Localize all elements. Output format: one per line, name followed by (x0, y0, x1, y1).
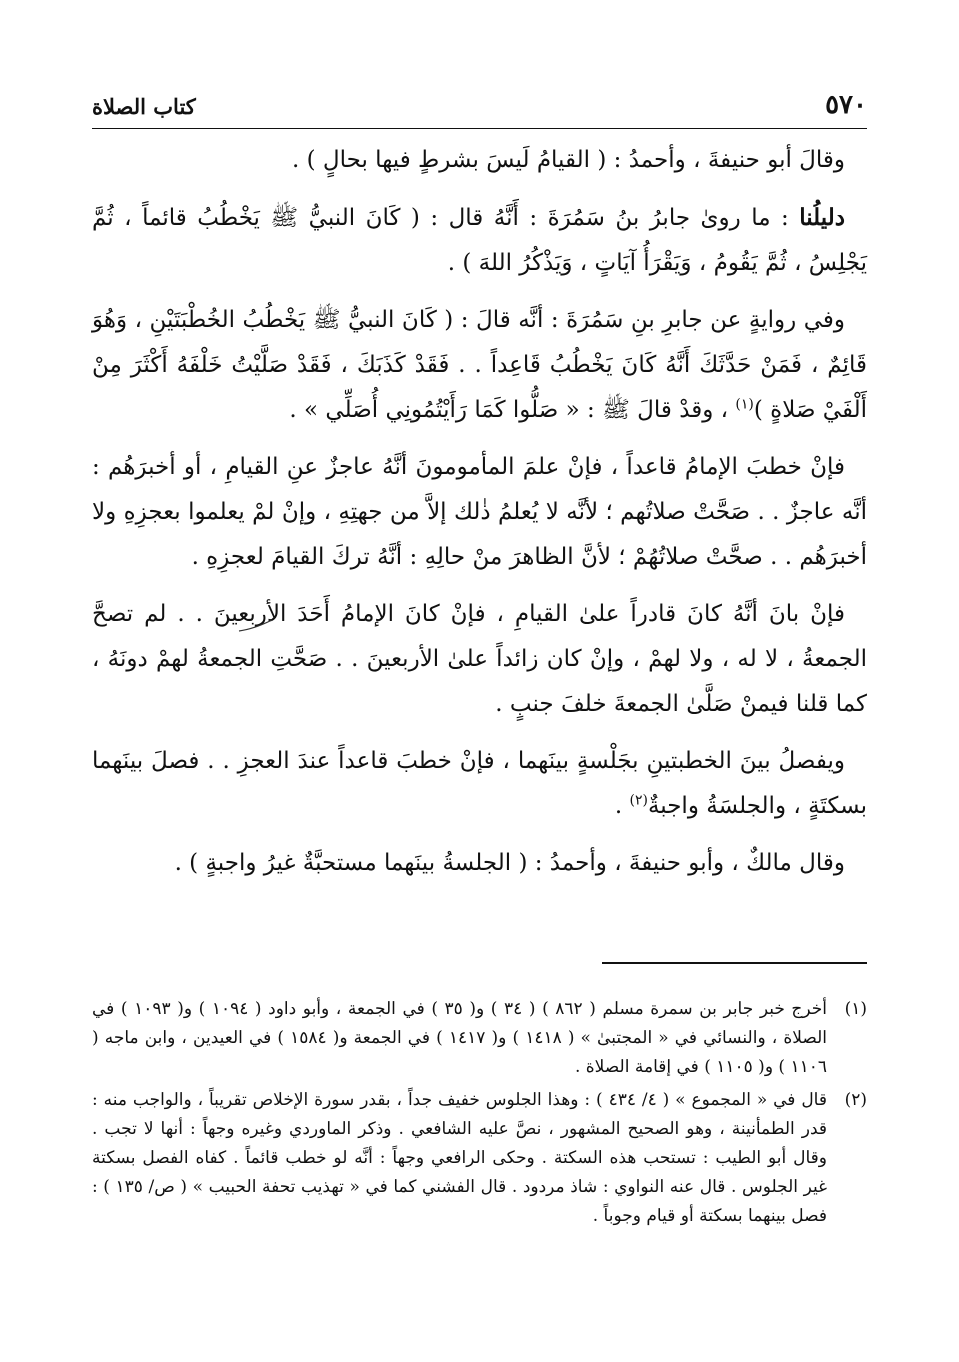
running-title: كتاب الصلاة (92, 94, 196, 119)
paragraph-text: . (614, 793, 630, 819)
paragraph (92, 739, 867, 829)
paragraph-text: ، وقدْ قالَ ﷺ : « صَلُّوا كَمَا رَأَيْتُمُونِي أُصَلِّي » . (289, 397, 736, 423)
footnote-text: قال في « المجموع » ( ٤/ ٤٣٤ ) : وهذا الجلوس خفيف جداً ، بقدر سورة الإخلاص تقريباً ، والواجب منه : قدر الطمأنينة ، وهو الصحيح المشهور ، نصَّ عليه الشافعي . وذكر الماوردي وغيره وجهاً : أنها لا تجب . وقال أبو الطيب : تستحب هذه السكتة . وحكى الرافعي وجهاً : أنَّه لو خطب قائماً . كفاه الفصل بسكتة غير الجلوس . قال عنه النواوي : شاذ مردود . قال الفشني كما في « تهذيب تحفة الحبيب » ( ص/ ١٣٥ ) : فصل بينهما بسكتة أو قيام وجوباً . (92, 1090, 827, 1226)
paragraph (92, 195, 867, 286)
paragraph-lead: دليلُنا (799, 204, 845, 231)
footnote (92, 995, 867, 1082)
paragraph-text: وفي روايةٍ عن جابرِ بنِ سَمُرَةَ : أنَّه قالَ : ( كَانَ النبيُّ ﷺ يَخْطُبُ الخُطْبَتَيْنِ ، وَهُوَ قَائِمٌ ، فَمَنْ حَدَّثَكَ أَنَّهُ كَانَ يَخْطُبُ قَاعِداً . . فَقَدْ كَذَبَكَ ، فَقَدْ صَلَّيْتُ خَلْفَهُ أَكْثَرَ مِنْ أَلْفَيْ صَلاةٍ ) (92, 307, 867, 423)
paragraph-text: ويفصلُ بينَ الخطبتينِ بجَلْسةٍ بينَهما ، فإنْ خطبَ قاعداً عندَ العجزِ . . فصلَ بينَهما بسكتَةٍ ، والجلسَةُ واجبةٌ (92, 748, 867, 819)
paragraph-text: فإنْ بانَ أنَّهُ كانَ قادراً علىٰ القيامِ ، فإنْ كانَ الإمامُ أَحَدَ الأربعينَ . . لم تصحَّ الجمعةُ ، لا له ، ولا لهمْ ، وإنْ كان زائداً علىٰ الأربعينَ . . صَحَّتِ الجمعةُ لهمْ دونَهُ ، كما قلنا فيمنْ صَلَّىٰ الجمعةَ خلفَ جنبٍ . (92, 601, 867, 717)
paragraph (92, 445, 867, 580)
pen-mark (238, 618, 274, 634)
footnote-separator (602, 962, 867, 964)
page-number: ٥٧٠ (825, 90, 867, 120)
footnote-number: (٢) (844, 1090, 867, 1110)
paragraph-text: : ما روىٰ جابرُ بنُ سَمُرَةَ : أَنَّهُ قال : ( كَانَ النبيُّ ﷺ يَخْطُبُ قائماً ، ثُمَّ يَجْلِسُ ، ثُمَّ يَقُومُ ، وَيَقْرَأُ آيَاتٍ ، وَيَذْكُرُ اللهَ ) . (92, 205, 867, 276)
paragraph (92, 298, 867, 433)
paragraph-text: فإنْ خطبَ الإمامُ قاعداً ، فإنْ علمَ المأمومونَ أنَّهُ عاجزٌ عنِ القيامِ ، أو أخبرَهُم : أنَّه عاجزٌ . . صَحَّتْ صلاتُهم ؛ لأنَّه لا يُعلمُ ذٰلك إلاَّ من جهتِهِ ، وإنْ لمْ يعلموا بعجزِهِ ولا أخبرَهُم . . صحَّتْ صلاتُهُمْ ؛ لأنَّ الظاهرَ منْ حالِهِ : أنَّهُ تركَ القيامَ لعجزِهِ . (92, 454, 867, 570)
page-header (92, 88, 867, 129)
paragraph (92, 841, 867, 886)
paragraph (92, 138, 867, 183)
main-text (92, 138, 867, 898)
footnote (92, 1086, 867, 1231)
footnote-ref[interactable]: (١) (735, 396, 754, 413)
paragraph (92, 592, 867, 727)
paragraph-text: وقالَ أبو حنيفةَ ، وأحمدُ : ( القيامُ لَيسَ بشرطٍ فيها بحالٍ ) . (292, 147, 845, 173)
paragraph-text: وقال مالكٌ ، وأبو حنيفةَ ، وأحمدُ : ( الجلسةُ بينَهما مستحبَّةٌ غيرُ واجبةٍ ) . (174, 850, 845, 876)
footnote-ref[interactable]: (٢) (629, 792, 648, 809)
footnote-number: (١) (844, 999, 867, 1019)
footnote-text: أخرج خبر جابر بن سمرة مسلم ( ٨٦٢ ) ( ٣٤ ) و( ٣٥ ) في الجمعة ، وأبو داود ( ١٠٩٤ ) و( ١٠٩٣ ) في الصلاة ، والنسائي في « المجتبىٰ » ( ١٤١٨ ) و( ١٤١٧ ) في الجمعة و( ١٥٨٤ ) في العيدين ، وابن ماجه ( ١١٠٦ ) و( ١١٠٥ ) في إقامة الصلاة . (92, 999, 828, 1077)
footnotes (92, 995, 867, 1235)
